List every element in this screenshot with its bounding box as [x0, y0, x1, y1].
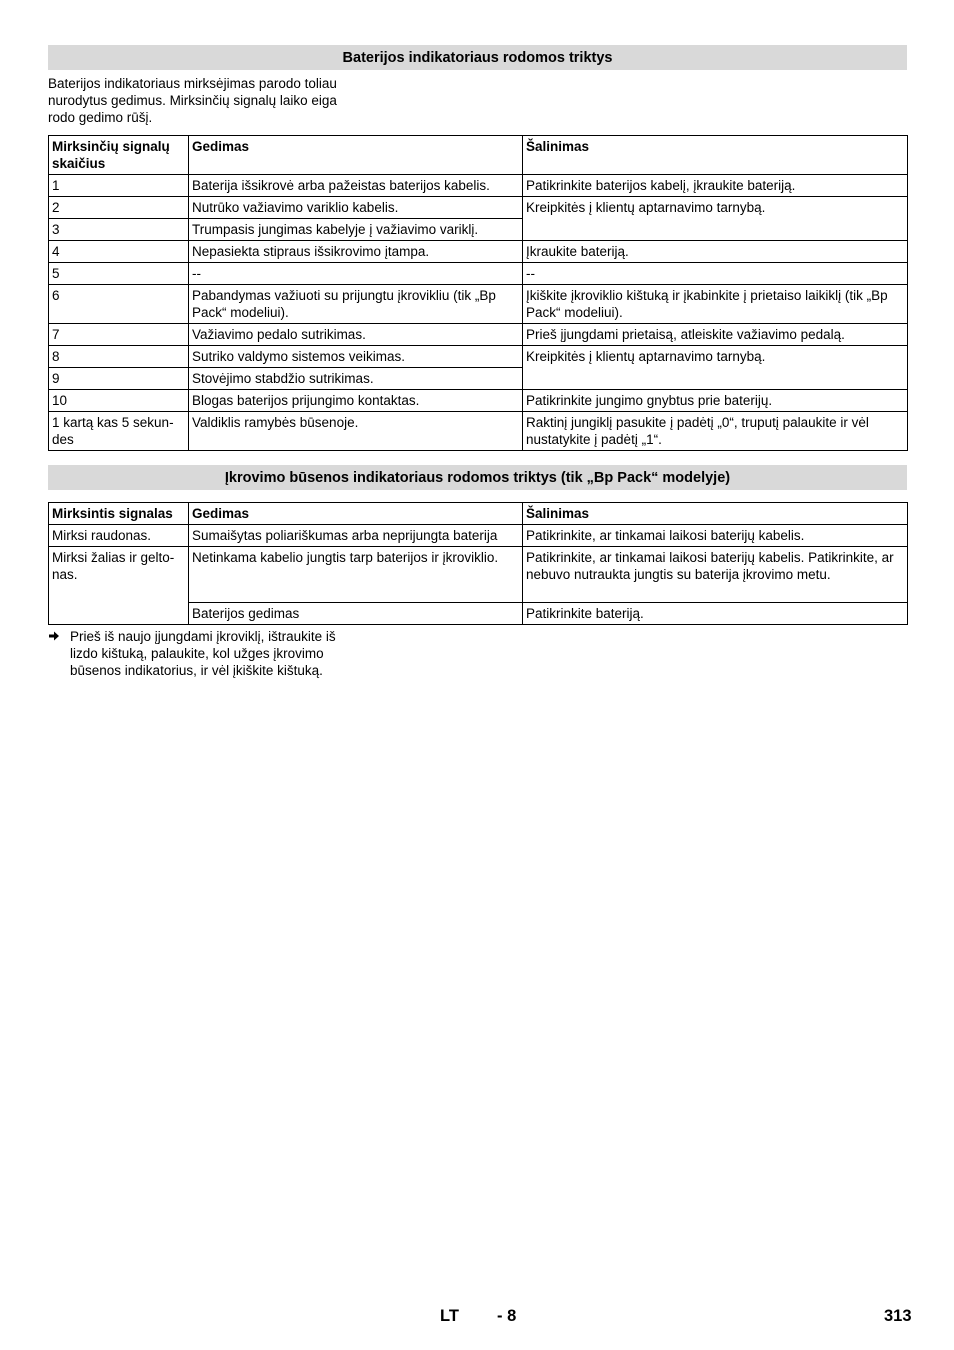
cell-remedy: Kreipkitės į klientų aptarnavimo tarnybą. [523, 346, 908, 390]
table-row [49, 263, 908, 285]
table-row [49, 241, 908, 263]
arrow-right-icon [48, 628, 70, 679]
intro-paragraph: Baterijos indikatoriaus mirksėjimas parodo toliau nurodytus gedimus. Mirksinčių signalų laiko eiga rodo gedimo rūšį. [48, 76, 337, 125]
header-signal: Mirksintis signalas [49, 503, 189, 525]
header-remedy: Šalinimas [523, 136, 908, 175]
header-fault: Gedimas [189, 503, 523, 525]
cell-fault: Netinkama kabelio jungtis tarp baterijos ir įkroviklio. [189, 547, 523, 603]
cell-fault: Sutriko valdymo sistemos veikimas. [189, 346, 523, 368]
cell-count: 3 [49, 219, 189, 241]
table-row [49, 346, 908, 368]
cell-remedy: Raktinį jungiklį pasukite į padėtį „0“, truputį palaukite ir vėl nustatykite į padėtį „1“. [523, 412, 908, 451]
note-text: Prieš iš naujo įjungdami įkroviklį, ištraukite iš lizdo kištuką, palaukite, kol užges įkrovimo būsenos indikatorius, ir vėl įkiškite kištuką. [70, 629, 336, 678]
cell-fault: Nepasiekta stipraus išsikrovimo įtampa. [189, 241, 523, 263]
cell-count: 1 [49, 175, 189, 197]
table-row [49, 390, 908, 412]
cell-fault: Važiavimo pedalo sutrikimas. [189, 324, 523, 346]
footer-page-number: 313 [884, 1307, 912, 1325]
cell-fault: Pabandymas važiuoti su prijungtu įkrovikliu (tik „Bp Pack“ modeliui). [189, 285, 523, 324]
charge-fault-table [48, 502, 908, 625]
cell-fault: Stovėjimo stabdžio sutrikimas. [189, 368, 523, 390]
cell-fault: Trumpasis jungimas kabelyje į važiavimo variklį. [189, 219, 523, 241]
cell-fault: Sumaišytas poliariškumas arba neprijungta baterija [189, 525, 523, 547]
cell-count: 7 [49, 324, 189, 346]
cell-fault: Blogas baterijos prijungimo kontaktas. [189, 390, 523, 412]
cell-fault: Baterija išsikrovė arba pažeistas baterijos kabelis. [189, 175, 523, 197]
cell-count: 9 [49, 368, 189, 390]
cell-signal: Mirksi žalias ir gelto-nas. [49, 547, 189, 625]
cell-remedy: Patikrinkite, ar tinkamai laikosi baterijų kabelis. [523, 525, 908, 547]
header-signal-count: Mirksinčių signalų skaičius [49, 136, 189, 175]
cell-remedy: Kreipkitės į klientų aptarnavimo tarnybą. [523, 197, 908, 241]
cell-remedy: Patikrinkite baterijos kabelį, įkraukite bateriją. [523, 175, 908, 197]
section-title-battery-faults: Baterijos indikatoriaus rodomos triktys [48, 45, 907, 70]
battery-fault-table [48, 135, 908, 451]
table-row [49, 324, 908, 346]
cell-fault: Nutrūko važiavimo variklio kabelis. [189, 197, 523, 219]
cell-count: 6 [49, 285, 189, 324]
cell-count: 10 [49, 390, 189, 412]
cell-remedy: Prieš įjungdami prietaisą, atleiskite važiavimo pedalą. [523, 324, 908, 346]
note-paragraph [48, 628, 338, 679]
header-fault: Gedimas [189, 136, 523, 175]
table-row [49, 547, 908, 603]
cell-remedy: Patikrinkite jungimo gnybtus prie baterijų. [523, 390, 908, 412]
cell-count: 8 [49, 346, 189, 368]
cell-count: 5 [49, 263, 189, 285]
header-remedy: Šalinimas [523, 503, 908, 525]
cell-remedy: Įkraukite bateriją. [523, 241, 908, 263]
footer-section-page: - 8 [497, 1307, 517, 1325]
cell-fault: Valdiklis ramybės būsenoje. [189, 412, 523, 451]
cell-signal: Mirksi raudonas. [49, 525, 189, 547]
footer-language: LT [440, 1307, 459, 1325]
section-title-charge-faults: Įkrovimo būsenos indikatoriaus rodomos triktys (tik „Bp Pack“ modelyje) [48, 465, 907, 490]
table-header-row [49, 503, 908, 525]
cell-fault: -- [189, 263, 523, 285]
cell-count: 2 [49, 197, 189, 219]
table-row [49, 197, 908, 219]
table-row [49, 525, 908, 547]
table-row [49, 412, 908, 451]
table-row [49, 175, 908, 197]
cell-remedy: -- [523, 263, 908, 285]
table-header-row [49, 136, 908, 175]
cell-count: 1 kartą kas 5 sekun-des [49, 412, 189, 451]
table-row [49, 285, 908, 324]
cell-fault: Baterijos gedimas [189, 603, 523, 625]
cell-remedy: Patikrinkite bateriją. [523, 603, 908, 625]
cell-remedy: Įkiškite įkroviklio kištuką ir įkabinkite į prietaiso laikiklį (tik „Bp Pack“ modeliui). [523, 285, 908, 324]
cell-count: 4 [49, 241, 189, 263]
cell-remedy: Patikrinkite, ar tinkamai laikosi baterijų kabelis. Patikrinkite, ar nebuvo nutraukta jungtis su baterija įkrovimo metu. [523, 547, 908, 603]
